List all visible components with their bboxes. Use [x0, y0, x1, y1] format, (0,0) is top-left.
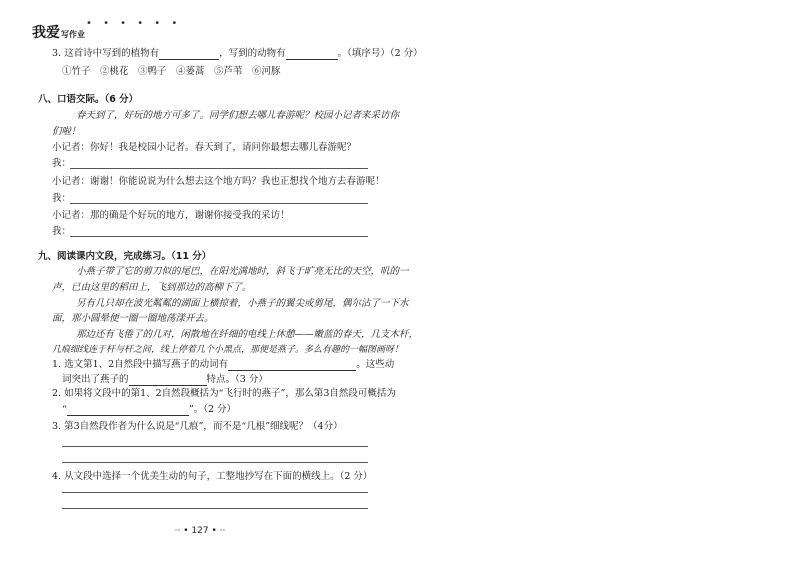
q9-1-text-b: 。这些动 [356, 359, 395, 370]
logo-dots: • • • • • • [86, 18, 182, 29]
q3-blank-animals[interactable] [286, 49, 338, 60]
logo-main: 我爱 [32, 25, 60, 41]
q3-options: ①竹子 ②桃花 ③鸭子 ④蒌蒿 ⑤芦苇 ⑥河豚 [62, 66, 281, 77]
q9-1-blank-trait[interactable] [129, 375, 207, 386]
q9-1-text-d: 特点。（3 分） [206, 374, 268, 385]
logo [32, 22, 85, 42]
q9-2-open-quote: “ [62, 404, 67, 415]
answer-line-1[interactable] [70, 168, 368, 169]
passage-p2-line1: 另有几只却在波光粼粼的湖面上横掠着，小燕子的翼尖或剪尾，偶尔沾了一下水 [76, 298, 409, 309]
q3-text-a: 3. 这首诗中写到的植物有 [52, 48, 160, 59]
q9-3-text: 3. 第3自然段作者为什么说是“几痕”，而不是“几根”细线呢？（4分） [52, 421, 343, 432]
q3-line [52, 48, 423, 60]
q3-text-c: 。（填序号）（2 分） [337, 48, 423, 59]
q9-1-blank-verbs[interactable] [228, 360, 356, 371]
me-label-3: 我： [52, 226, 72, 237]
passage-p3-line1: 那边还有飞倦了的几对，闲散地在纤细的电线上休憩——嫩蓝的春天，几支木杆， [76, 329, 419, 340]
section8-heading: 八、口语交际。（6 分） [38, 94, 139, 105]
reporter-line-1: 小记者：你好！我是校园小记者。春天到了，请问你最想去哪儿春游呢？ [52, 142, 357, 153]
q9-3-answer-line-1[interactable] [62, 446, 368, 447]
section8-intro-2: 们啦！ [52, 126, 81, 137]
q9-2-line2 [62, 404, 236, 416]
reporter-line-2: 小记者：谢谢！你能说说为什么想去这个地方吗？我也正想找个地方去春游呢！ [52, 176, 385, 187]
passage-p1-line2: 声，已由这里的稻田上，飞到那边的高柳下了。 [52, 282, 252, 293]
answer-line-3[interactable] [70, 236, 368, 237]
passage-p1-line1: 小燕子带了它的剪刀似的尾巴，在阳光满地时，斜飞于旷亮无比的天空，叽的一 [76, 266, 409, 277]
logo-sub: 写作业 [61, 30, 85, 39]
q9-4-text: 4. 从文段中选择一个优美生动的句子，工整地抄写在下面的横线上。（2 分） [52, 471, 373, 482]
q9-1-text-c: 词突出了燕子的 [62, 374, 129, 385]
q9-4-answer-line-1[interactable] [62, 492, 368, 493]
q9-2-text-c: ”。（2 分） [188, 404, 237, 415]
me-label-2: 我： [52, 193, 72, 204]
q9-2-line1: 2. 如果将文段中的第1、2自然段概括为“飞行时的燕子”，那么第3自然段可概括为 [52, 388, 396, 399]
page-number: 127 [191, 526, 209, 536]
section9-heading: 九、阅读课内文段，完成练习。（11 分） [38, 251, 212, 262]
q9-1-line1 [52, 359, 394, 371]
answer-line-2[interactable] [70, 203, 368, 204]
q9-3-answer-line-2[interactable] [62, 462, 368, 463]
me-label-1: 我： [52, 158, 72, 169]
page-footer [0, 526, 400, 536]
footer-deco-left: ·· • [174, 526, 189, 536]
q3-blank-plants[interactable] [159, 49, 219, 60]
section8-intro-1: 春天到了，好玩的地方可多了。同学们想去哪儿春游呢？校园小记者来采访你 [76, 110, 400, 121]
q9-4-answer-line-2[interactable] [62, 508, 368, 509]
q9-1-line2 [62, 374, 268, 386]
footer-deco-right: • ·· [211, 526, 226, 536]
reporter-line-3: 小记者：那的确是个好玩的地方，谢谢你接受我的采访！ [52, 210, 290, 221]
q9-2-blank[interactable] [67, 405, 189, 416]
passage-p2-line2: 面，那小圆晕便一圈一圈地荡漾开去。 [52, 313, 214, 324]
passage-p3-line2: 几痕细线连于杆与杆之间，线上停着几个小黑点，那便是燕子。多么有趣的一幅图画呀！ [52, 345, 404, 355]
q3-text-b: ，写到的动物有 [219, 48, 286, 59]
q9-1-text-a: 1. 选文第1、2自然段中描写燕子的动词有 [52, 359, 229, 370]
